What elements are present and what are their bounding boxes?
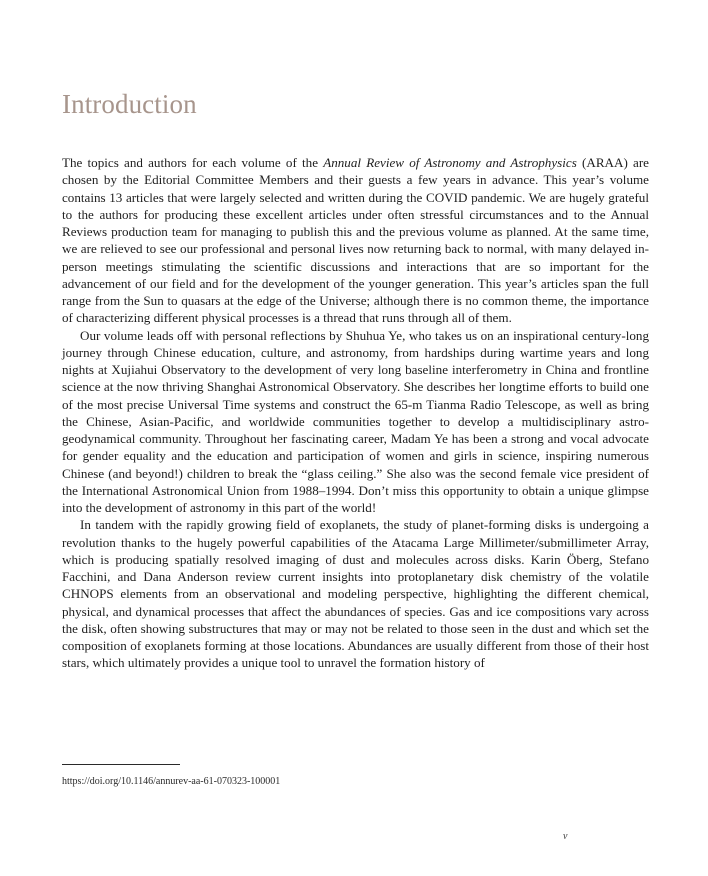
page-title: Introduction <box>62 89 197 119</box>
journal-title: Annual Review of Astronomy and Astrophysics <box>323 155 577 170</box>
paragraph-1-lead: The topics and authors for each volume of the <box>62 155 324 170</box>
page-number: v <box>563 831 568 842</box>
paragraph-1-body: (ARAA) are chosen by the Editorial Committee Members and their guests a few years in advance. This year’s volume contains 13 articles that were largely selected and written during the COVID pandemic. We are hugely grateful to the authors for producing these excellent articles under often stressful circumstances and to the Annual Reviews production team for managing to publish this and the previous volume as planned. At the same time, we are relieved to see our professional and personal lives now returning back to normal, with many delayed in-person meetings stimulating the scientific discussions and interactions that are so important for the advancement of our field and for the development of the younger generation. This year’s articles span the full range from the Sun to quasars at the edge of the Universe; although there is no common theme, the importance of characterizing different physical processes is a thread that runs through all of them. <box>62 155 649 326</box>
paragraph-1 <box>62 154 649 327</box>
paragraph-3: In tandem with the rapidly growing field of exoplanets, the study of planet-forming disks is undergoing a revolution thanks to the hugely powerful capabilities of the Atacama Large Millimeter/submillimeter Array, which is producing spatially resolved imaging of dust and molecules across disks. Karin Öberg, Stefano Facchini, and Dana Anderson review current insights into protoplanetary disk chemistry of the volatile CHNOPS elements from an observational and modeling perspective, highlighting the different chemical, physical, and dynamical processes that affect the abundances of species. Gas and ice compositions vary across the disk, often showing substructures that may or may not be related to those seen in the dust and which set the composition of exoplanets forming at those locations. Abundances are usually different from those of their host stars, which ultimately provides a unique tool to unravel the formation history of <box>62 517 649 671</box>
body-text <box>62 154 649 672</box>
footnote-divider <box>62 764 180 765</box>
doi-link[interactable]: https://doi.org/10.1146/annurev-aa-61-070323-100001 <box>62 776 281 787</box>
paragraph-2: Our volume leads off with personal reflections by Shuhua Ye, who takes us on an inspirational century-long journey through Chinese education, culture, and astronomy, from hardships during wartime years and long nights at Xujiahui Observatory to the development of very long baseline interferometry in China and frontline science at the now thriving Shanghai Astronomical Observatory. She describes her longtime efforts to build one of the most precise Universal Time systems and construct the 65-m Tianma Radio Telescope, as well as bring the Chinese, Asian-Pacific, and worldwide communities together to develop a multidisciplinary astro-geodynamical community. Throughout her fascinating career, Madam Ye has been a strong and vocal advocate for gender equality and the education and participation of women and girls in science, inspiring numerous Chinese (and beyond!) children to break the “glass ceiling.” She also was the second female vice president of the International Astronomical Union from 1988–1994. Don’t miss this opportunity to obtain a unique glimpse into the development of astronomy in this part of the world! <box>62 327 649 515</box>
